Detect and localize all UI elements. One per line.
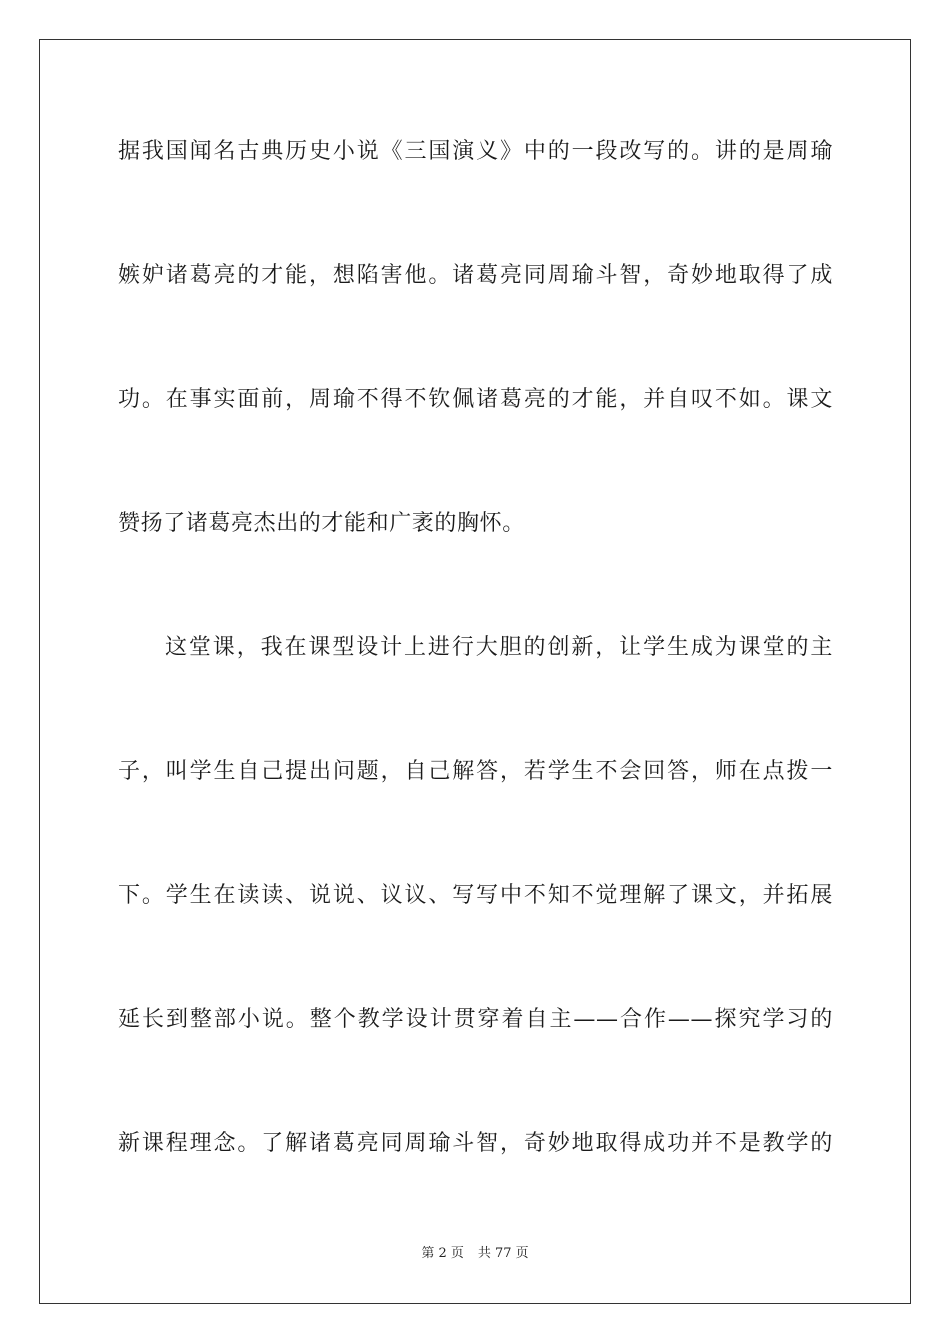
paragraph-line-7: 下。学生在读读、说说、议议、写写中不知不觉理解了课文，并拓展 xyxy=(118,883,833,908)
page-footer xyxy=(0,1244,950,1264)
page-total: 共 77 页 xyxy=(477,1246,529,1261)
paragraph-line-2: 嫉妒诸葛亮的才能，想陷害他。诸葛亮同周瑜斗智，奇妙地取得了成 xyxy=(118,263,833,288)
paragraph-line-4: 赞扬了诸葛亮杰出的才能和广袤的胸怀。 xyxy=(118,511,525,536)
paragraph-line-8: 延长到整部小说。整个教学设计贯穿着自主——合作——探究学习的 xyxy=(118,1007,833,1032)
page-border xyxy=(39,39,911,1304)
paragraph-line-1: 据我国闻名古典历史小说《三国演义》中的一段改写的。讲的是周瑜 xyxy=(118,139,833,164)
paragraph-line-5: 这堂课，我在课型设计上进行大胆的创新，让学生成为课堂的主 xyxy=(165,635,833,660)
paragraph-line-3: 功。在事实面前，周瑜不得不钦佩诸葛亮的才能，并自叹不如。课文 xyxy=(118,387,833,412)
paragraph-line-6: 子，叫学生自己提出问题，自己解答，若学生不会回答，师在点拨一 xyxy=(118,759,833,784)
page-number: 第 2 页 xyxy=(421,1246,464,1261)
paragraph-line-9: 新课程理念。了解诸葛亮同周瑜斗智，奇妙地取得成功并不是教学的 xyxy=(118,1131,833,1156)
